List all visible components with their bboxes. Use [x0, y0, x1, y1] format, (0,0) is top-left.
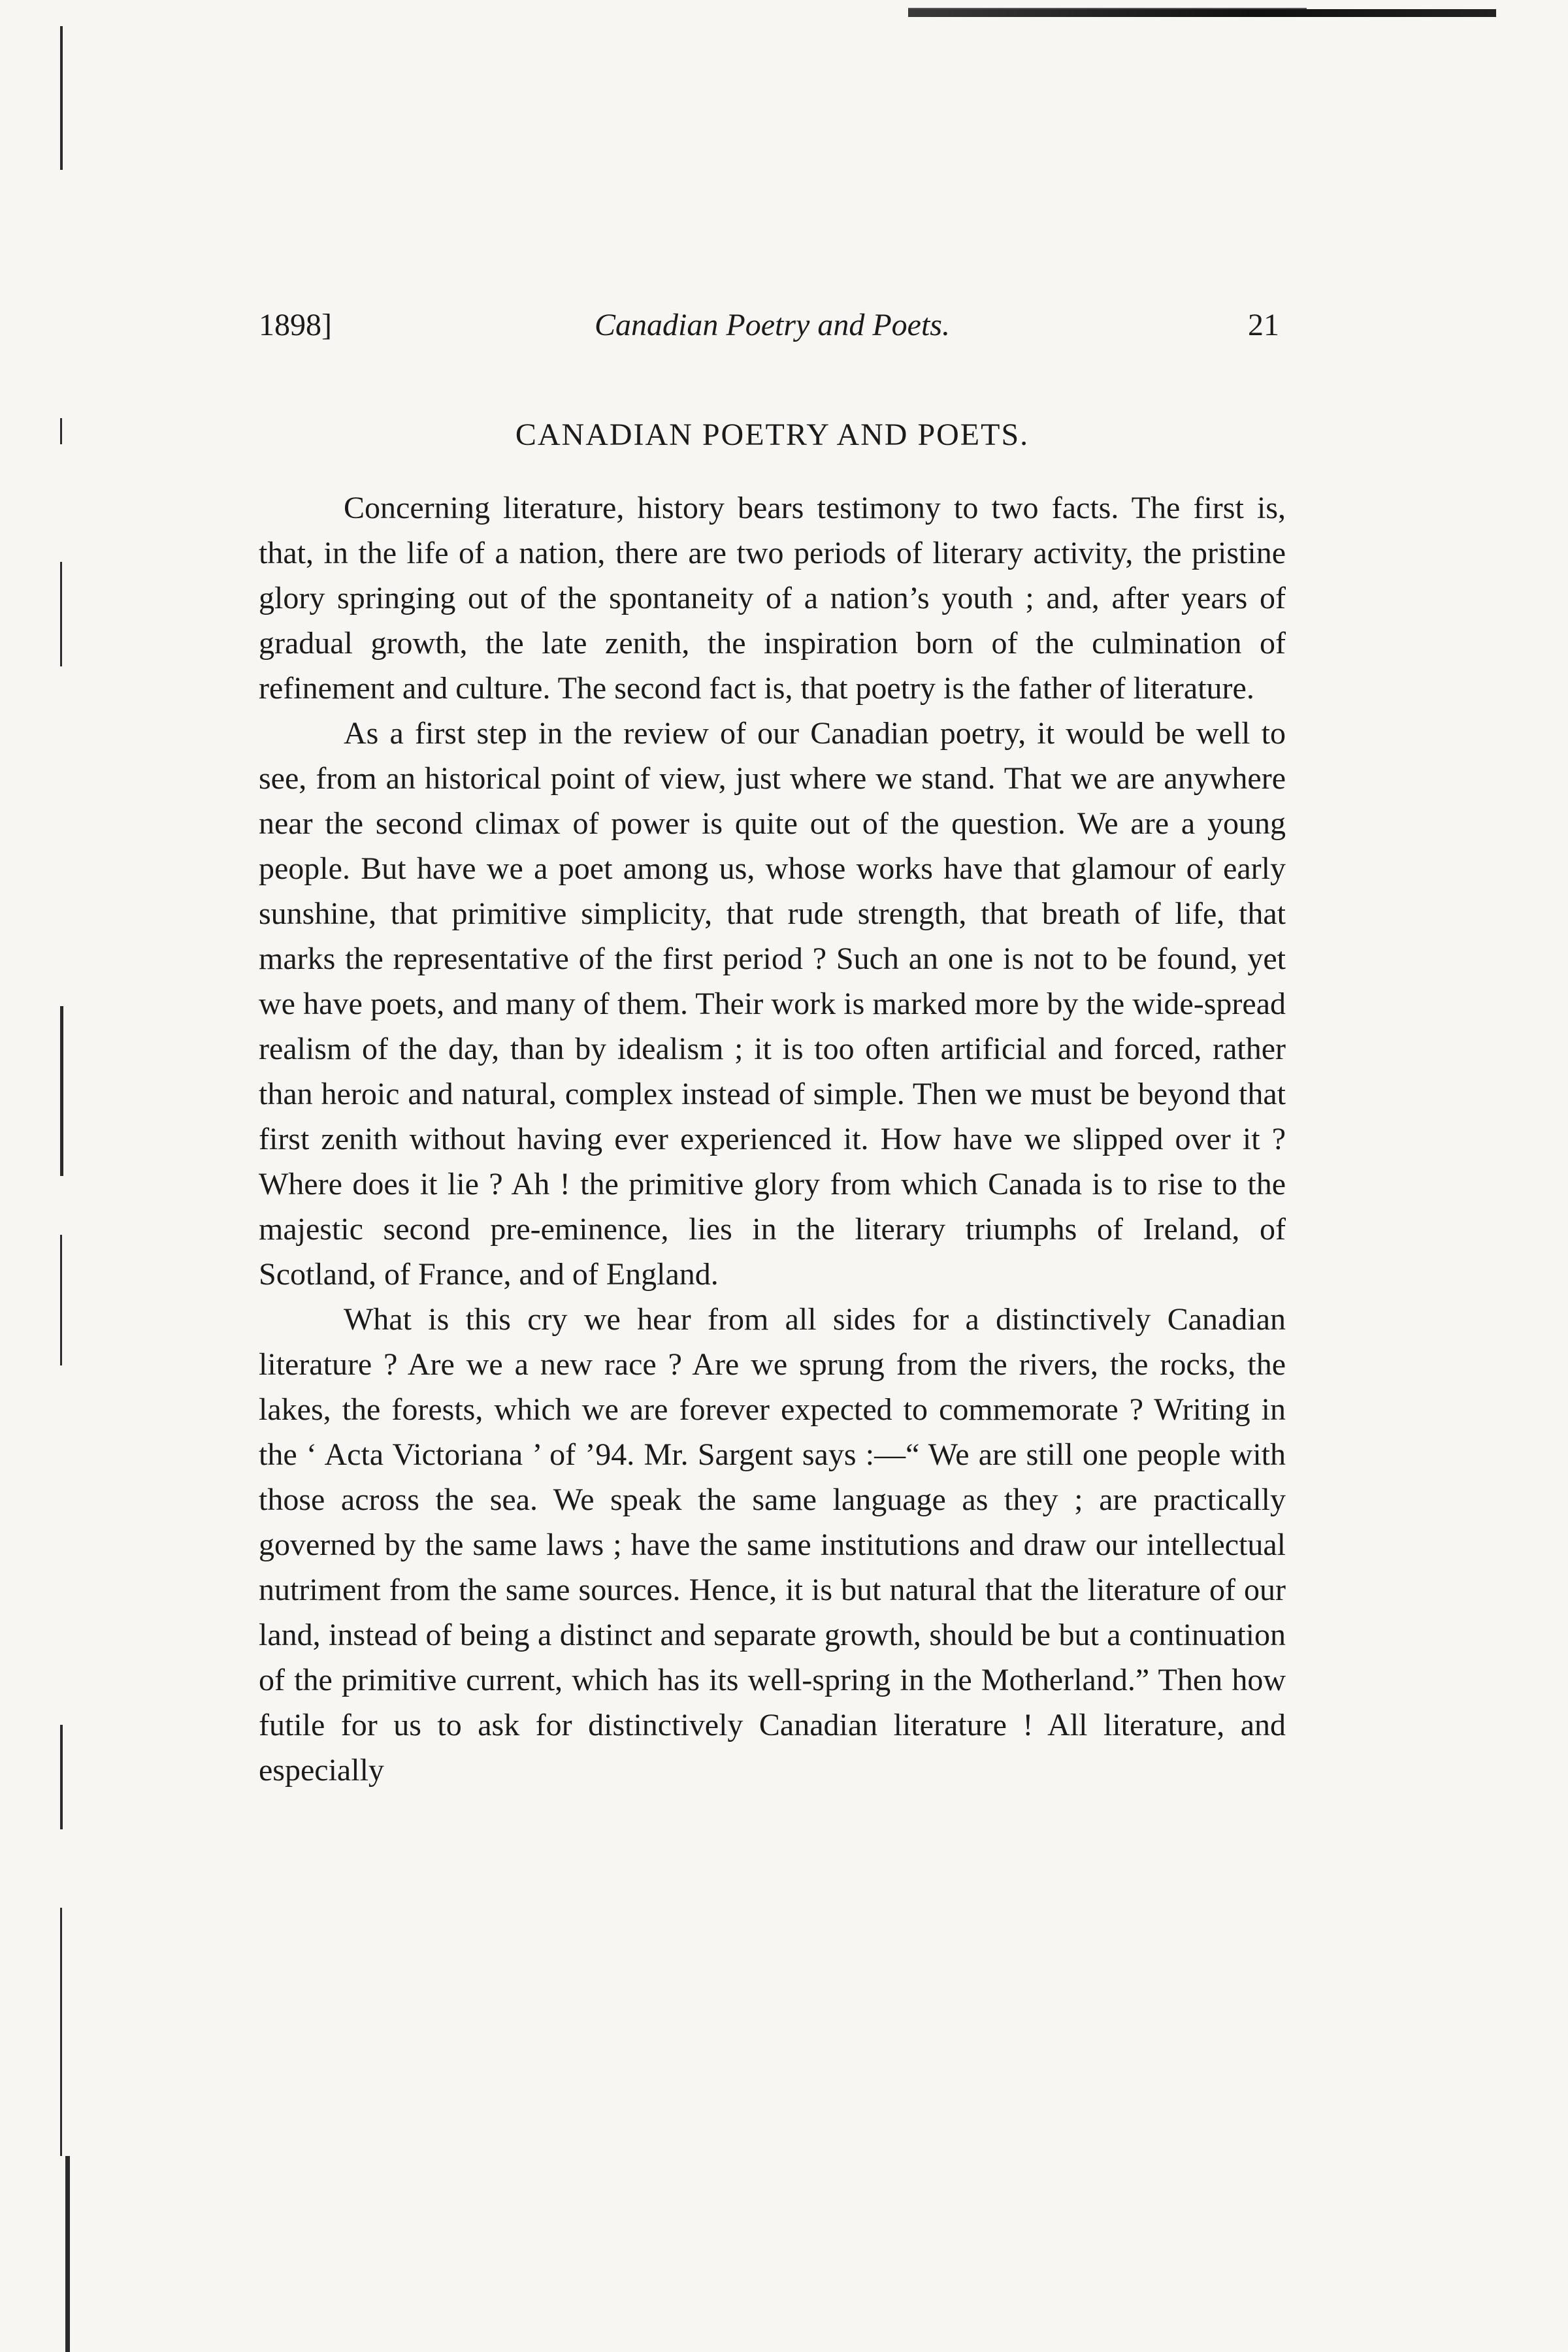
paragraph-1: Concerning literature, history bears testimony to two facts. The first is, that, in the life of a nation, there are two periods of literary activity, the pristine glory springing out of the spontaneity of a nation’s youth ; and, after years of gradual growth, the late zenith, the inspiration born of the culmination of refinement and culture. The second fact is, that poetry is the father of literature.: [259, 491, 1286, 706]
scan-edge-bar: [908, 9, 1496, 17]
running-head-title: Canadian Poetry and Poets.: [595, 308, 950, 342]
page-number: 21: [1248, 308, 1279, 342]
book-page: [259, 307, 1286, 1793]
paragraph-3: What is this cry we hear from all sides for a distinctively Canadian literature ? Are we a new race ? Are we sprung from the rivers, the rocks, the lakes, the forests, which we are forever expected to commemorate ? Writing in the ‘ Acta Victoriana ’ of ’94. Mr. Sargent says :—“ We are still one people with those across the sea. We speak the same language as they ; are practically governed by the same laws ; have the same institutions and draw our intellectual nutriment from the same sources. Hence, it is but natural that the literature of our land, instead of being a distinct and separate growth, should be but a continuation of the primitive current, which has its well-spring in the Motherland.” Then how futile for us to ask for distinctively Canadian literature ! All literature, and especially: [259, 1302, 1286, 1788]
page-binding-edge: [46, 26, 78, 2339]
running-head: [259, 307, 1286, 359]
paragraph-2: As a first step in the review of our Canadian poetry, it would be well to see, from an historical point of view, just where we stand. That we are anywhere near the second climax of power is quite out of the question. We are a young people. But have we a poet among us, whose works have that glamour of early sunshine, that primitive simplicity, that rude strength, that breath of life, that marks the representative of the first period ? Such an one is not to be found, yet we have poets, and many of them. Their work is marked more by the wide-spread realism of the day, than by idealism ; it is too often artificial and forced, rather than heroic and natural, complex instead of simple. Then we must be beyond that first zenith without having ever experienced it. How have we slipped over it ? Where does it lie ? Ah ! the primitive glory from which Canada is to rise to the majestic second pre-eminence, lies in the literary triumphs of Ireland, of Scotland, of France, and of England.: [259, 716, 1286, 1292]
article-title: CANADIAN POETRY AND POETS.: [515, 417, 1030, 452]
running-head-year: 1898]: [259, 308, 332, 342]
